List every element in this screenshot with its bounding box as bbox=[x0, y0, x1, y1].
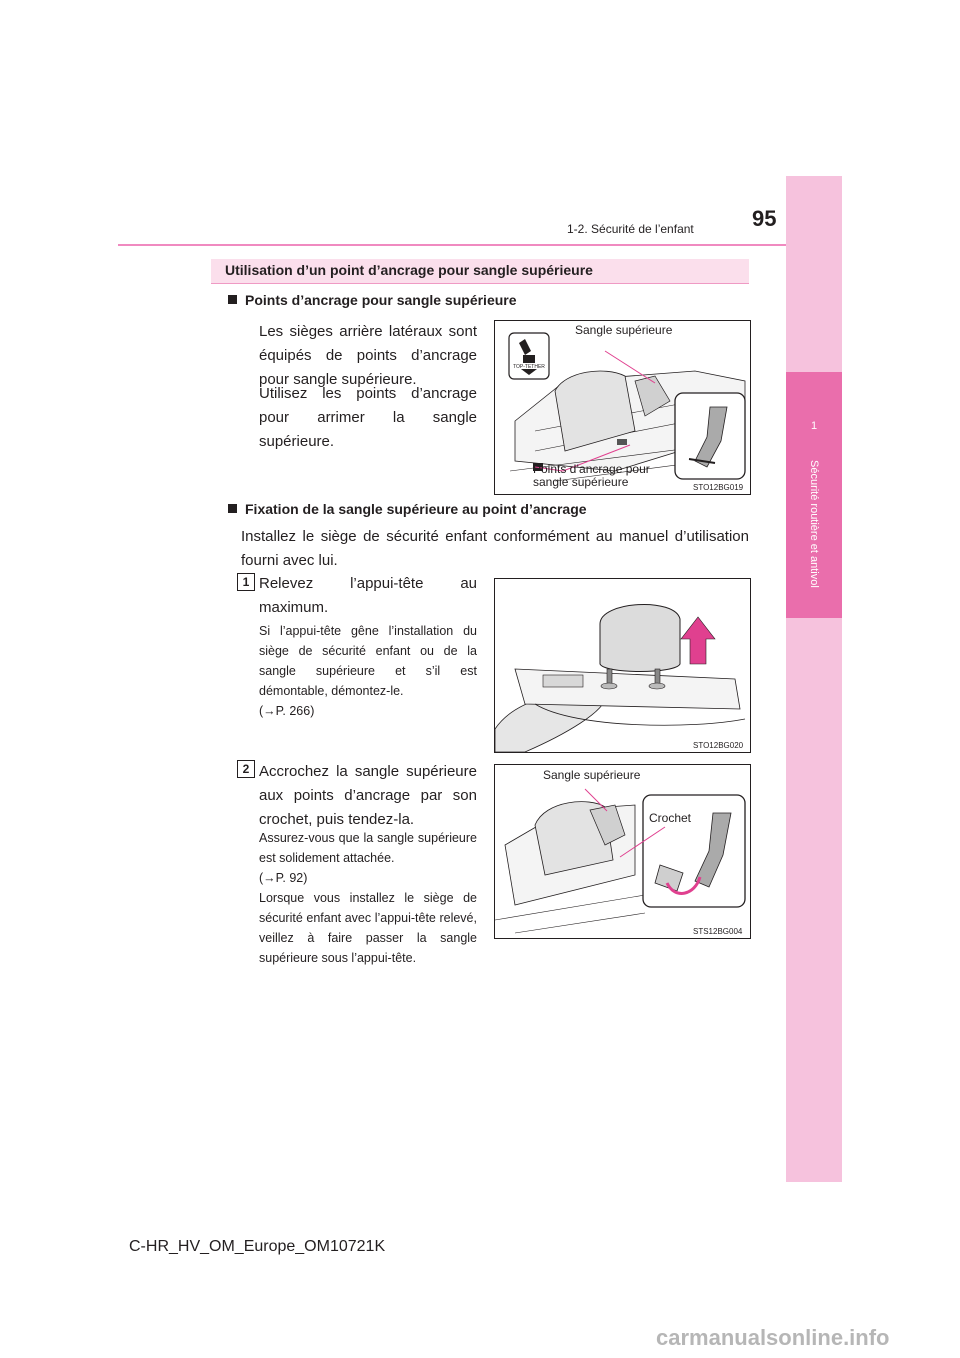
label-anchor-points-line1: Points d’ancrage pour bbox=[533, 462, 650, 476]
arrow-up-icon bbox=[681, 617, 715, 664]
top-tether-badge-text: TOP-TETHER bbox=[513, 364, 545, 370]
figure-code: STO12BG020 bbox=[693, 741, 744, 750]
label-tether-strap: Sangle supérieure bbox=[543, 768, 641, 782]
watermark[interactable]: carmanualsonline.info bbox=[656, 1325, 890, 1350]
footer-document-code: C-HR_HV_OM_Europe_OM10721K bbox=[129, 1238, 386, 1255]
page-number: 95 bbox=[752, 206, 777, 231]
side-tab bbox=[786, 176, 842, 1182]
subheading-anchor-points bbox=[228, 292, 517, 308]
headrest-illustration bbox=[495, 579, 750, 752]
section-heading bbox=[211, 259, 749, 284]
section-path: 1-2. Sécurité de l’enfant bbox=[567, 222, 694, 236]
figure-hook bbox=[494, 764, 751, 939]
step-number: 2 bbox=[237, 760, 255, 778]
paragraph: Utilisez les points d’ancrage pour arrimer la sangle supérieure. bbox=[259, 385, 477, 450]
label-hook: Crochet bbox=[649, 811, 692, 825]
figure-anchor-points bbox=[494, 320, 751, 495]
subheading-text: Fixation de la sangle supérieure au point d’ancrage bbox=[245, 501, 587, 517]
step-number: 1 bbox=[237, 573, 255, 591]
figure-code: STS12BG004 bbox=[693, 927, 743, 936]
square-bullet-icon bbox=[228, 504, 237, 513]
subheading-attach-strap bbox=[228, 501, 587, 517]
label-anchor-points-line2: sangle supérieure bbox=[533, 475, 629, 489]
step-note: Si l’appui-tête gêne l’installation du siège de sécurité enfant ou de la sangle supérieure et s’il est démontable, démontez-le. bbox=[259, 624, 477, 698]
label-tether-strap: Sangle supérieure bbox=[575, 323, 673, 337]
square-bullet-icon bbox=[228, 295, 237, 304]
step-main-text: Accrochez la sangle supérieure aux points d’ancrage par son crochet, puis tendez-la. bbox=[259, 763, 477, 828]
step-note: Assurez-vous que la sangle supérieure est solidement attachée. bbox=[259, 831, 477, 865]
hook-illustration bbox=[495, 765, 750, 938]
paragraph: Les sièges arrière latéraux sont équipés de points d’ancrage pour sangle supérieure. bbox=[259, 323, 477, 388]
figure-headrest bbox=[494, 578, 751, 753]
chapter-number: 1 bbox=[810, 420, 818, 432]
step-reference: (→P. 266) bbox=[259, 704, 315, 718]
step-main-text: Relevez l’appui-tête au maximum. bbox=[259, 575, 477, 616]
paragraph: Installez le siège de sécurité enfant conformément au manuel d’utilisation fourni avec lui. bbox=[241, 528, 749, 569]
section-heading-text: Utilisation d’un point d’ancrage pour sangle supérieure bbox=[225, 262, 593, 278]
step-reference: (→P. 92) bbox=[259, 871, 308, 885]
step-note: Lorsque vous installez le siège de sécurité enfant avec l’appui-tête relevé, veillez à faire passer la sangle supérieure sous l’appui-tête. bbox=[259, 891, 477, 965]
subheading-text: Points d’ancrage pour sangle supérieure bbox=[245, 292, 517, 308]
label-anchor-points bbox=[533, 463, 650, 489]
chapter-title: Sécurité routière et antivol bbox=[808, 460, 820, 588]
header-rule bbox=[118, 244, 788, 246]
figure-code: STO12BG019 bbox=[693, 483, 744, 492]
